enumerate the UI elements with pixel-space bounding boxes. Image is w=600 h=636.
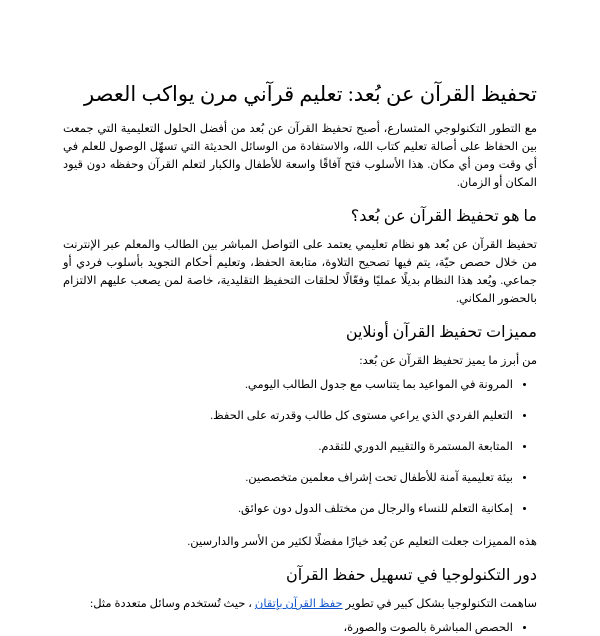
features-list [63, 378, 537, 517]
list-item: • الحصص المباشرة بالصوت والصورة، [63, 621, 513, 636]
section-heading-technology: دور التكنولوجيا في تسهيل حفظ القرآن [285, 567, 537, 584]
list-item: • التعليم الفردي الذي يراعي مستوى كل طالب وقدرته على الحفظ. [63, 409, 513, 424]
intro-paragraph: مع التطور التكنولوجي المتسارع، أصبح تحفيظ القرآن عن بُعد من أفضل الحلول التعليمية التي جمعت بين الحفاظ على أصالة تعليم كتاب الله، والاستفادة من الوسائل الحديثة التي تسهّل الوصول للعلم في أي وقت ومن أي مكان. هذا الأسلوب فتح آفاقًا واسعة للأطفال والكبار لتعلم القرآن وحفظه دون قيود المكان أو الزمان. [63, 123, 537, 189]
technology-list [63, 621, 537, 636]
section-heading-features: مميزات تحفيظ القرآن أونلاين [345, 324, 537, 341]
features-intro: من أبرز ما يميز تحفيظ القرآن عن بُعد: [359, 355, 537, 367]
technology-text-before-link: ساهمت التكنولوجيا بشكل كبير في تطوير [342, 598, 537, 610]
list-item: • المتابعة المستمرة والتقييم الدوري للتقدم. [63, 440, 513, 455]
technology-text-after-link: ، حيث تُستخدم وسائل متعددة مثل: [90, 598, 255, 610]
itqan-memorization-link[interactable]: حفظ القرآن بإتقان [254, 598, 343, 610]
what-is-paragraph: تحفيظ القرآن عن بُعد هو نظام تعليمي يعتمد على التواصل المباشر بين الطالب والمعلم عبر الإنترنت من خلال حصص حيّة، يتم فيها تصحيح التلاوة، متابعة الحفظ، وتعليم أحكام التجويد بأسلوب فردي أو جماعي. ويُعد هذا النظام بديلًا عمليًا وفعّالًا لحلقات التحفيظ التقليدية، خاصة لمن يصعب عليهم الالتزام بالحضور المكاني. [63, 239, 537, 305]
list-item: • إمكانية التعلم للنساء والرجال من مختلف الدول دون عوائق. [63, 502, 513, 517]
features-outro: هذه المميزات جعلت التعليم عن بُعد خيارًا مفضلًا لكثير من الأسر والدارسين. [187, 536, 537, 548]
list-item: • المرونة في المواعيد بما يتناسب مع جدول الطالب اليومي. [63, 378, 513, 393]
section-heading-what-is: ما هو تحفيظ القرآن عن بُعد؟ [350, 208, 537, 225]
list-item: • بيئة تعليمية آمنة للأطفال تحت إشراف معلمين متخصصين. [63, 471, 513, 486]
technology-paragraph [63, 595, 537, 613]
document-title: تحفيظ القرآن عن بُعد: تعليم قرآني مرن يواكب العصر [84, 82, 537, 106]
